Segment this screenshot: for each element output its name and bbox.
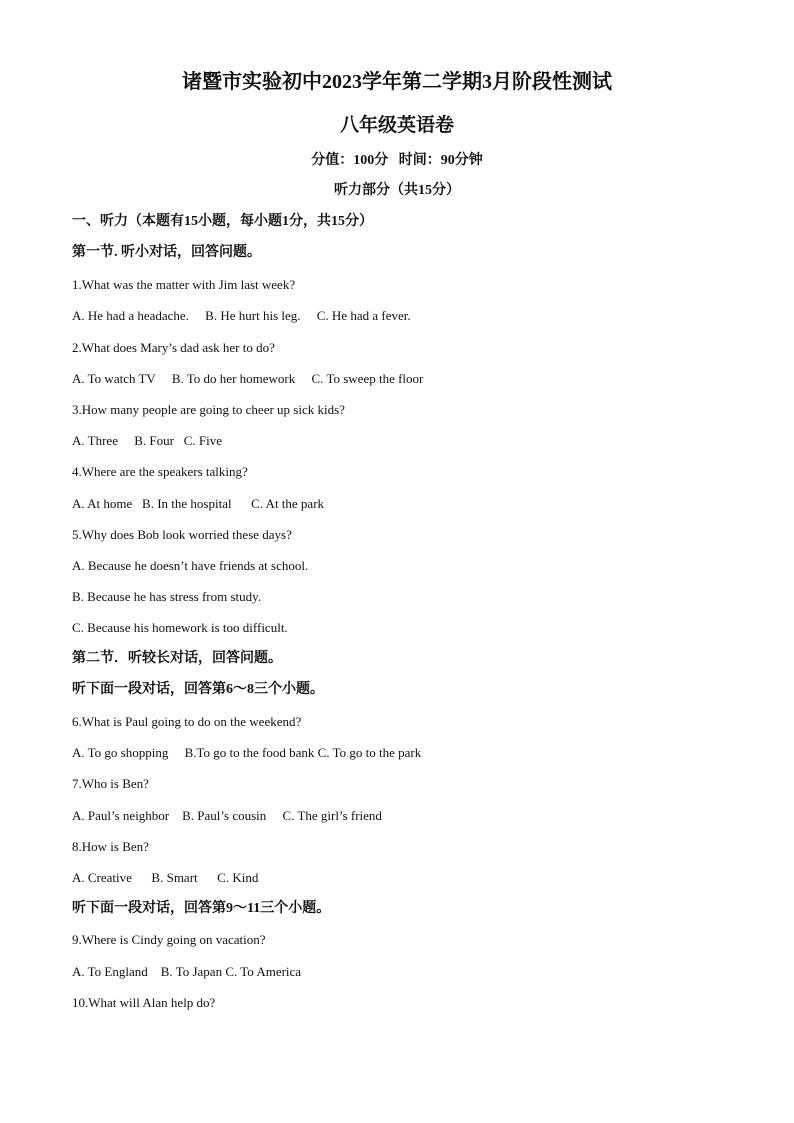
question-2-options: A. To watch TV B. To do her homework C. To sweep the floor [72, 371, 424, 386]
question-6: 6.What is Paul going to do on the weekend? [72, 714, 302, 729]
question-7-options: A. Paul’s neighbor B. Paul’s cousin C. The girl’s friend [72, 808, 382, 823]
listening-part-title: 听力部分（共15分） [334, 183, 460, 198]
exam-title: 诸暨市实验初中2023学年第二学期3月阶段性测试 [182, 71, 612, 93]
question-8: 8.How is Ben? [72, 839, 149, 854]
part2-heading: 第二节．听较长对话，回答问题。 [72, 651, 282, 666]
question-10: 10.What will Alan help do? [72, 995, 216, 1010]
section-heading-listening: 一、听力（本题有15小题，每小题1分，共15分） [72, 214, 373, 229]
part1-heading: 第一节. 听小对话，回答问题。 [72, 245, 261, 260]
question-1: 1.What was the matter with Jim last week? [72, 277, 296, 292]
question-8-options: A. Creative B. Smart C. Kind [72, 870, 259, 885]
question-7: 7.Who is Ben? [72, 776, 149, 791]
question-5: 5.Why does Bob look worried these days? [72, 527, 292, 542]
question-3: 3.How many people are going to cheer up sick kids? [72, 402, 345, 417]
question-5-option-b: B. Because he has stress from study. [72, 589, 262, 604]
dialog-9-11-heading: 听下面一段对话，回答第9～11三个小题。 [72, 901, 331, 916]
question-9-options: A. To England B. To Japan C. To America [72, 964, 302, 979]
question-4-options: A. At home B. In the hospital C. At the park [72, 496, 325, 511]
exam-subtitle: 八年级英语卷 [339, 115, 454, 136]
question-6-options: A. To go shopping B.To go to the food bank C. To go to the park [72, 745, 422, 760]
question-3-options: A. Three B. Four C. Five [72, 433, 222, 448]
question-5-option-a: A. Because he doesn’t have friends at school. [72, 558, 309, 573]
dialog-6-8-heading: 听下面一段对话，回答第6～8三个小题。 [72, 682, 324, 697]
question-9: 9.Where is Cindy going on vacation? [72, 932, 266, 947]
question-4: 4.Where are the speakers talking? [72, 464, 248, 479]
question-1-options: A. He had a headache. B. He hurt his leg. C. He had a fever. [72, 308, 411, 323]
question-5-option-c: C. Because his homework is too difficult. [72, 620, 288, 635]
question-2: 2.What does Mary’s dad ask her to do? [72, 340, 275, 355]
score-time: 分值：100分 时间：90分钟 [311, 153, 483, 168]
